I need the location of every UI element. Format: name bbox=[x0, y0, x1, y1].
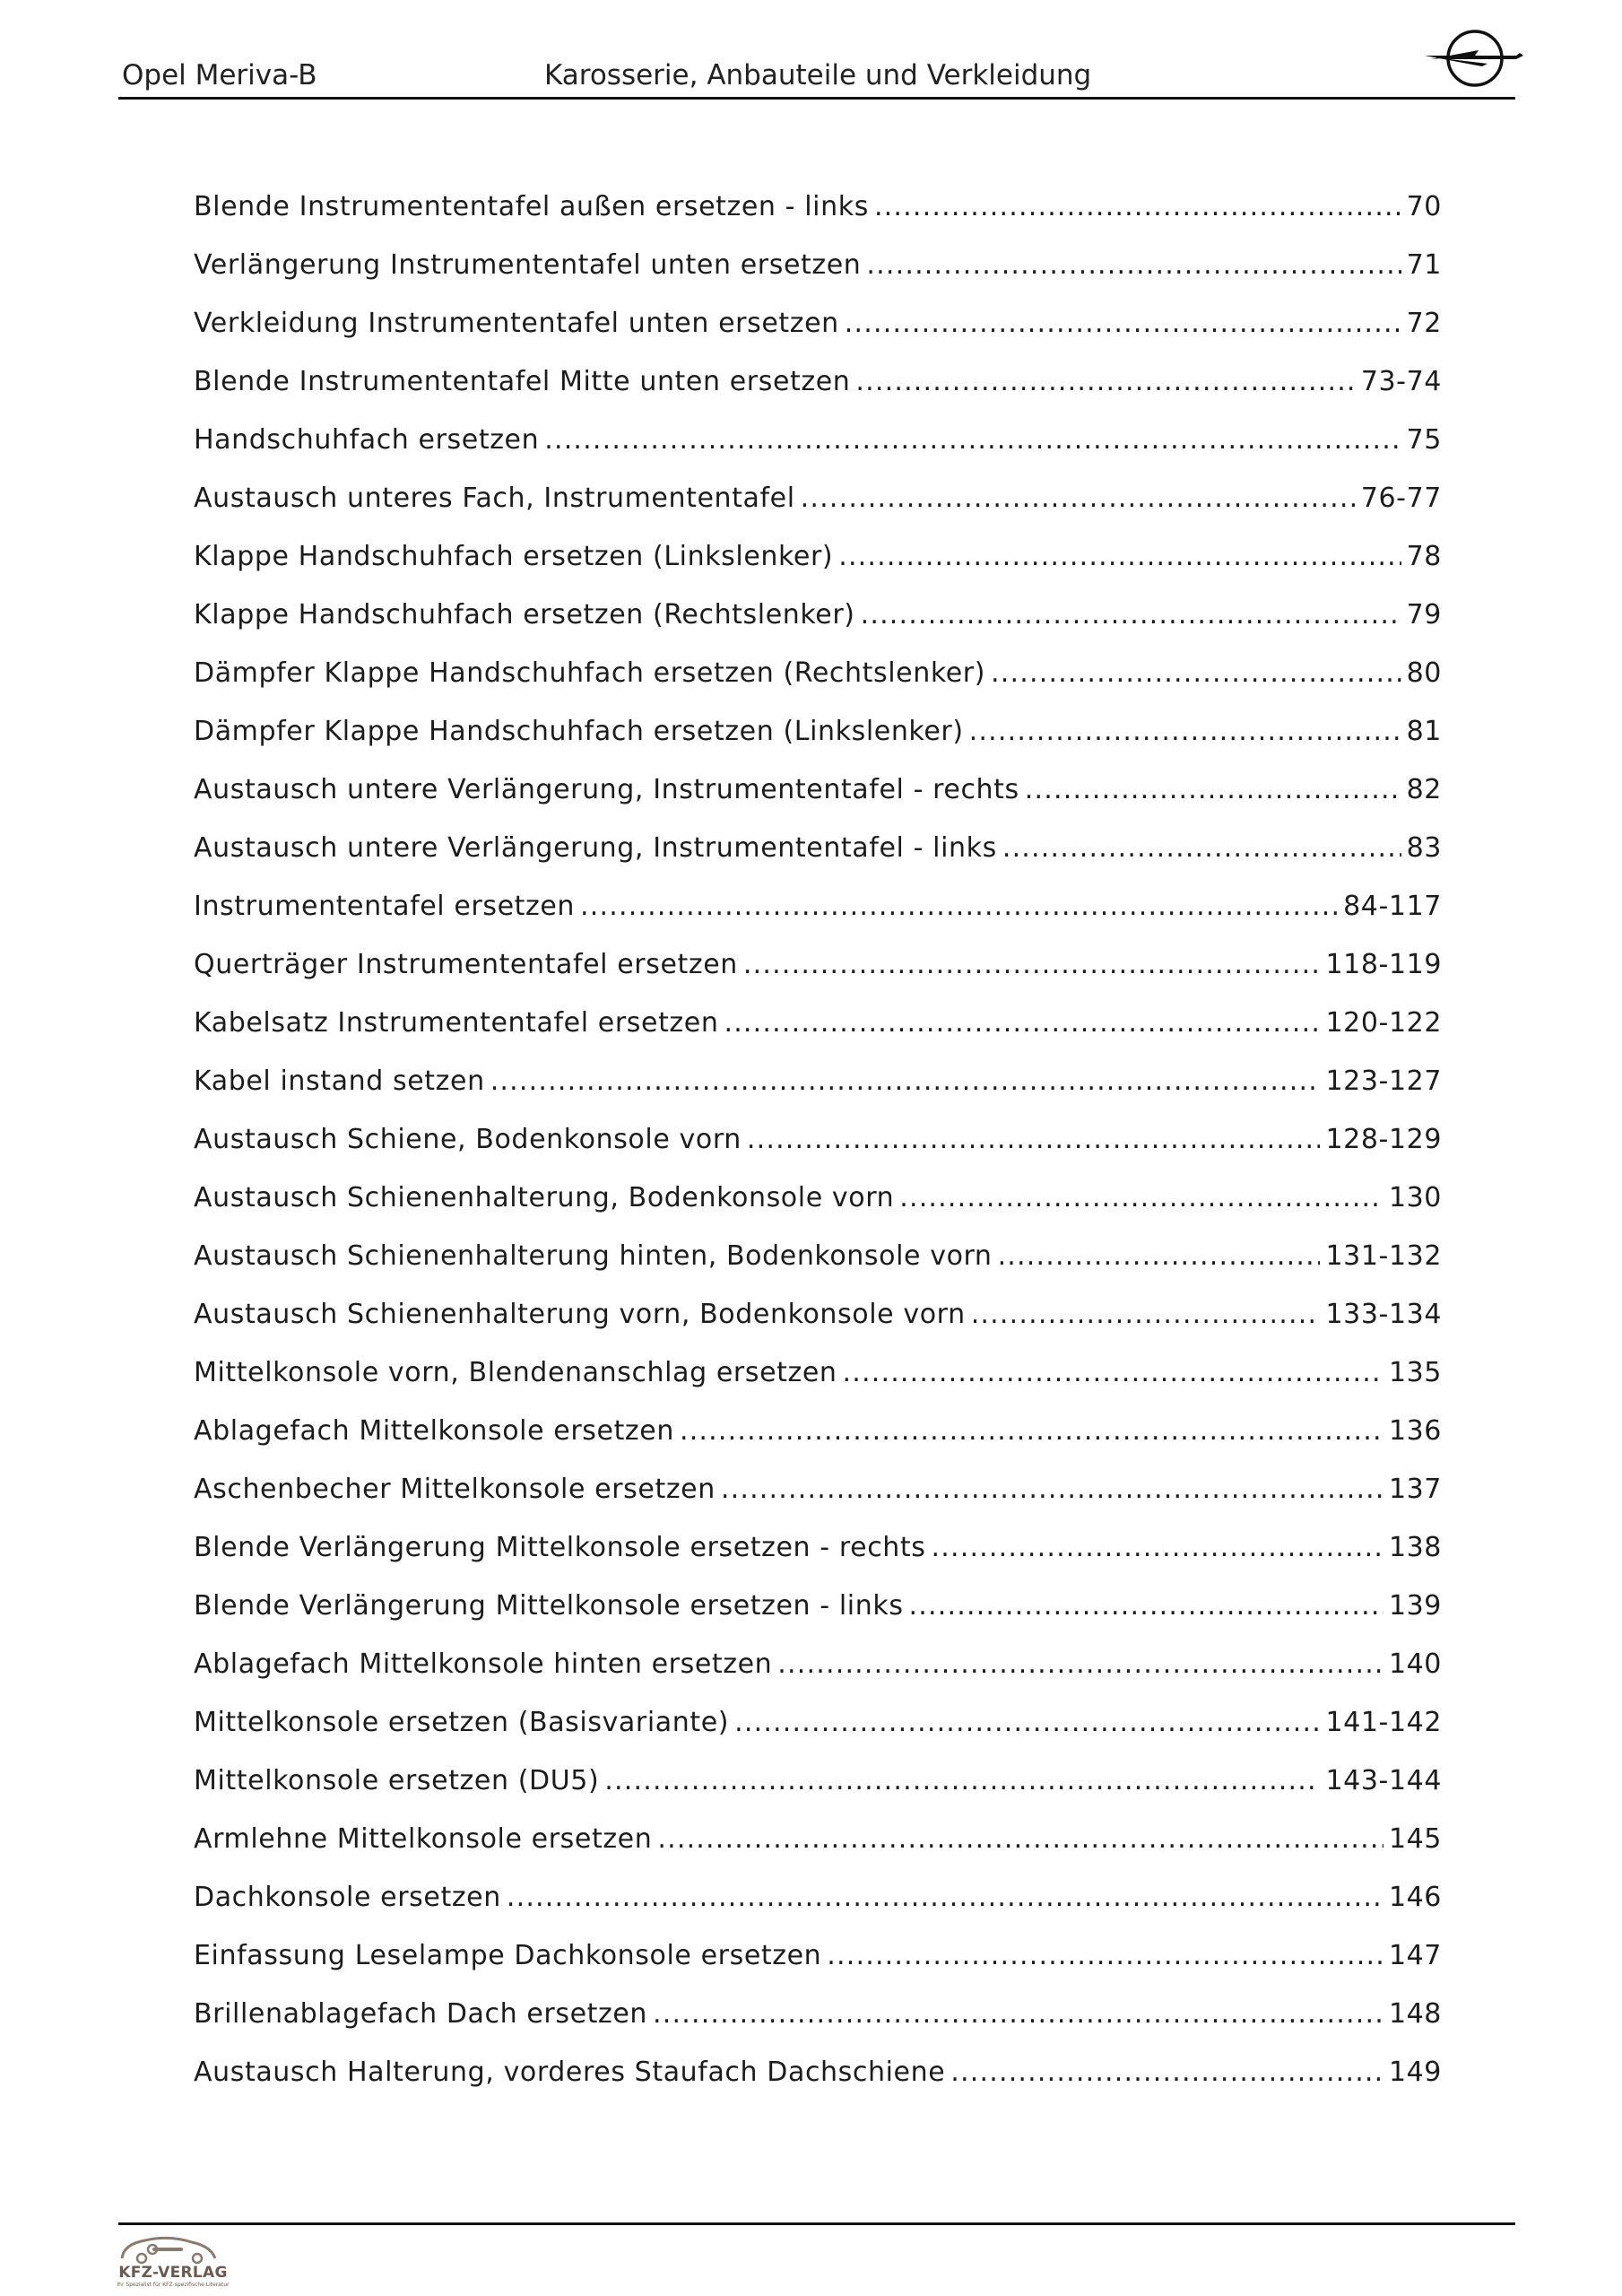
toc-entry[interactable] bbox=[194, 1124, 1442, 1182]
toc-dot-leader bbox=[998, 1240, 1321, 1272]
toc-entry-title: Aschenbecher Mittelkonsole ersetzen bbox=[194, 1474, 716, 1505]
kfz-verlag-logo bbox=[115, 2228, 231, 2291]
toc-entry-page: 128-129 bbox=[1325, 1124, 1442, 1155]
toc-entry-page: 145 bbox=[1388, 1823, 1442, 1855]
toc-dot-leader bbox=[843, 1357, 1383, 1388]
header-section-title: Karosserie, Anbauteile und Verkleidung bbox=[544, 59, 1092, 91]
toc-entry-page: 80 bbox=[1406, 657, 1442, 689]
toc-dot-leader bbox=[861, 599, 1401, 631]
toc-entry-title: Austausch Halterung, vorderes Staufach Dachschiene bbox=[194, 2057, 946, 2088]
toc-entry[interactable] bbox=[194, 308, 1442, 366]
toc-entry-page: 75 bbox=[1406, 424, 1442, 456]
toc-dot-leader bbox=[724, 1007, 1320, 1039]
toc-entry[interactable] bbox=[194, 1707, 1442, 1765]
toc-entry-title: Blende Verlängerung Mittelkonsole ersetzen - links bbox=[194, 1590, 904, 1622]
toc-entry-page: 138 bbox=[1388, 1532, 1442, 1563]
toc-entry-title: Einfassung Leselampe Dachkonsole ersetzen bbox=[194, 1940, 822, 1971]
toc-entry-title: Kabel instand setzen bbox=[194, 1065, 485, 1097]
toc-entry[interactable] bbox=[194, 1299, 1442, 1357]
toc-entry[interactable] bbox=[194, 1532, 1442, 1590]
toc-entry-title: Kabelsatz Instrumententafel ersetzen bbox=[194, 1007, 719, 1039]
toc-entry-page: 78 bbox=[1406, 541, 1442, 572]
toc-entry-title: Mittelkonsole ersetzen (Basisvariante) bbox=[194, 1707, 730, 1738]
toc-entry-title: Blende Instrumententafel außen ersetzen - links bbox=[194, 191, 869, 222]
car-wrench-logo-icon bbox=[115, 2228, 231, 2267]
toc-dot-leader bbox=[653, 1998, 1383, 2030]
toc-entry-title: Handschuhfach ersetzen bbox=[194, 424, 540, 456]
toc-entry[interactable] bbox=[194, 1765, 1442, 1823]
toc-entry-page: 72 bbox=[1406, 308, 1442, 339]
toc-entry-title: Dämpfer Klappe Handschuhfach ersetzen (Rechtslenker) bbox=[194, 657, 986, 689]
toc-entry-page: 79 bbox=[1406, 599, 1442, 631]
toc-entry-title: Austausch Schienenhalterung, Bodenkonsole vorn bbox=[194, 1182, 895, 1213]
toc-entry[interactable] bbox=[194, 1240, 1442, 1299]
toc-entry-page: 70 bbox=[1406, 191, 1442, 222]
toc-entry-page: 76-77 bbox=[1360, 483, 1442, 514]
toc-entry[interactable] bbox=[194, 366, 1442, 424]
toc-dot-leader bbox=[971, 1299, 1321, 1330]
toc-entry[interactable] bbox=[194, 1998, 1442, 2057]
toc-dot-leader bbox=[604, 1765, 1320, 1796]
toc-entry-title: Querträger Instrumententafel ersetzen bbox=[194, 949, 738, 980]
toc-entry-page: 82 bbox=[1406, 774, 1442, 805]
toc-entry[interactable] bbox=[194, 2057, 1442, 2115]
toc-entry[interactable] bbox=[194, 249, 1442, 308]
toc-entry[interactable] bbox=[194, 191, 1442, 249]
toc-entry[interactable] bbox=[194, 1648, 1442, 1707]
toc-entry-page: 148 bbox=[1388, 1998, 1442, 2030]
toc-entry[interactable] bbox=[194, 657, 1442, 716]
toc-entry[interactable] bbox=[194, 541, 1442, 599]
toc-entry-page: 139 bbox=[1388, 1590, 1442, 1622]
toc-entry-page: 147 bbox=[1388, 1940, 1442, 1971]
toc-entry-title: Mittelkonsole vorn, Blendenanschlag ersetzen bbox=[194, 1357, 837, 1388]
toc-entry-page: 120-122 bbox=[1325, 1007, 1442, 1039]
footer-brand: KFZ-VERLAG bbox=[118, 2264, 228, 2282]
toc-dot-leader bbox=[838, 541, 1401, 572]
toc-dot-leader bbox=[991, 657, 1401, 689]
toc-entry[interactable] bbox=[194, 1065, 1442, 1124]
toc-dot-leader bbox=[580, 891, 1338, 922]
toc-entry-page: 146 bbox=[1388, 1882, 1442, 1913]
toc-entry[interactable] bbox=[194, 1590, 1442, 1648]
toc-entry-title: Austausch Schienenhalterung vorn, Bodenkonsole vorn bbox=[194, 1299, 966, 1330]
toc-entry-title: Austausch untere Verlängerung, Instrumententafel - rechts bbox=[194, 774, 1019, 805]
toc-entry[interactable] bbox=[194, 1007, 1442, 1065]
footer-tagline: Ihr Spezialist für KFZ-spezifische Literatur bbox=[117, 2282, 230, 2288]
toc-entry[interactable] bbox=[194, 1415, 1442, 1474]
toc-dot-leader bbox=[845, 308, 1401, 339]
toc-dot-leader bbox=[507, 1882, 1383, 1913]
header-model: Opel Meriva-B bbox=[122, 59, 317, 91]
toc-dot-leader bbox=[721, 1474, 1383, 1505]
toc-entry-title: Ablagefach Mittelkonsole ersetzen bbox=[194, 1415, 674, 1447]
toc-entry-title: Armlehne Mittelkonsole ersetzen bbox=[194, 1823, 653, 1855]
toc-dot-leader bbox=[855, 366, 1355, 397]
toc-dot-leader bbox=[909, 1590, 1383, 1622]
toc-dot-leader bbox=[680, 1415, 1383, 1447]
toc-dot-leader bbox=[734, 1707, 1320, 1738]
toc-dot-leader bbox=[657, 1823, 1383, 1855]
toc-entry-title: Austausch Schienenhalterung hinten, Bodenkonsole vorn bbox=[194, 1240, 993, 1272]
toc-entry-title: Klappe Handschuhfach ersetzen (Rechtslenker) bbox=[194, 599, 855, 631]
toc-entry-page: 83 bbox=[1406, 832, 1442, 864]
toc-entry[interactable] bbox=[194, 1474, 1442, 1532]
toc-entry-page: 136 bbox=[1388, 1415, 1442, 1447]
toc-entry-title: Austausch untere Verlängerung, Instrumententafel - links bbox=[194, 832, 997, 864]
toc-entry-title: Ablagefach Mittelkonsole hinten ersetzen bbox=[194, 1648, 773, 1680]
toc-entry-page: 131-132 bbox=[1325, 1240, 1442, 1272]
toc-entry[interactable] bbox=[194, 1940, 1442, 1998]
footer-rule bbox=[118, 2222, 1515, 2225]
toc-dot-leader bbox=[747, 1124, 1321, 1155]
toc-entry-page: 135 bbox=[1388, 1357, 1442, 1388]
toc-entry-title: Brillenablagefach Dach ersetzen bbox=[194, 1998, 648, 2030]
toc-dot-leader bbox=[827, 1940, 1383, 1971]
toc-entry[interactable] bbox=[194, 424, 1442, 483]
toc-entry-title: Klappe Handschuhfach ersetzen (Linkslenker) bbox=[194, 541, 834, 572]
toc-entry[interactable] bbox=[194, 949, 1442, 1007]
toc-entry-title: Austausch unteres Fach, Instrumententafel bbox=[194, 483, 795, 514]
toc-dot-leader bbox=[874, 191, 1401, 222]
toc-dot-leader bbox=[743, 949, 1321, 980]
toc-dot-leader bbox=[1002, 832, 1401, 864]
toc-entry-title: Dachkonsole ersetzen bbox=[194, 1882, 501, 1913]
toc-entry-title: Verlängerung Instrumententafel unten ersetzen bbox=[194, 249, 862, 281]
toc-entry[interactable] bbox=[194, 1823, 1442, 1882]
toc-entry-page: 123-127 bbox=[1325, 1065, 1442, 1097]
toc-entry-page: 73-74 bbox=[1360, 366, 1442, 397]
toc-dot-leader bbox=[490, 1065, 1321, 1097]
toc-entry[interactable] bbox=[194, 483, 1442, 541]
toc-dot-leader bbox=[899, 1182, 1383, 1213]
table-of-contents bbox=[194, 191, 1442, 2115]
toc-entry-title: Mittelkonsole ersetzen (DU5) bbox=[194, 1765, 600, 1796]
toc-entry[interactable] bbox=[194, 599, 1442, 657]
toc-dot-leader bbox=[544, 424, 1401, 456]
toc-entry[interactable] bbox=[194, 774, 1442, 832]
toc-dot-leader bbox=[932, 1532, 1383, 1563]
toc-entry-title: Instrumententafel ersetzen bbox=[194, 891, 576, 922]
toc-entry-page: 149 bbox=[1388, 2057, 1442, 2088]
toc-entry-title: Austausch Schiene, Bodenkonsole vorn bbox=[194, 1124, 742, 1155]
toc-entry-page: 140 bbox=[1388, 1648, 1442, 1680]
toc-entry[interactable] bbox=[194, 1182, 1442, 1240]
opel-blitz-logo-icon bbox=[1423, 23, 1525, 93]
toc-entry-title: Blende Instrumententafel Mitte unten ersetzen bbox=[194, 366, 851, 397]
toc-entry[interactable] bbox=[194, 891, 1442, 949]
toc-entry[interactable] bbox=[194, 1357, 1442, 1415]
toc-entry-page: 118-119 bbox=[1325, 949, 1442, 980]
page-header bbox=[118, 56, 1515, 100]
toc-dot-leader bbox=[801, 483, 1356, 514]
toc-entry-page: 143-144 bbox=[1325, 1765, 1442, 1796]
toc-entry-page: 133-134 bbox=[1325, 1299, 1442, 1330]
toc-dot-leader bbox=[866, 249, 1401, 281]
toc-entry-page: 137 bbox=[1388, 1474, 1442, 1505]
toc-entry-title: Blende Verlängerung Mittelkonsole ersetzen - rechts bbox=[194, 1532, 926, 1563]
toc-dot-leader bbox=[950, 2057, 1383, 2088]
toc-entry-page: 71 bbox=[1406, 249, 1442, 281]
toc-entry-title: Dämpfer Klappe Handschuhfach ersetzen (Linkslenker) bbox=[194, 716, 964, 747]
toc-entry-page: 141-142 bbox=[1325, 1707, 1442, 1738]
toc-entry-page: 130 bbox=[1388, 1182, 1442, 1213]
toc-entry-page: 81 bbox=[1406, 716, 1442, 747]
toc-entry-title: Verkleidung Instrumententafel unten ersetzen bbox=[194, 308, 839, 339]
toc-dot-leader bbox=[969, 716, 1401, 747]
toc-entry-page: 84-117 bbox=[1343, 891, 1442, 922]
toc-entry[interactable] bbox=[194, 832, 1442, 891]
toc-entry[interactable] bbox=[194, 716, 1442, 774]
toc-dot-leader bbox=[1025, 774, 1401, 805]
toc-dot-leader bbox=[777, 1648, 1383, 1680]
toc-entry[interactable] bbox=[194, 1882, 1442, 1940]
